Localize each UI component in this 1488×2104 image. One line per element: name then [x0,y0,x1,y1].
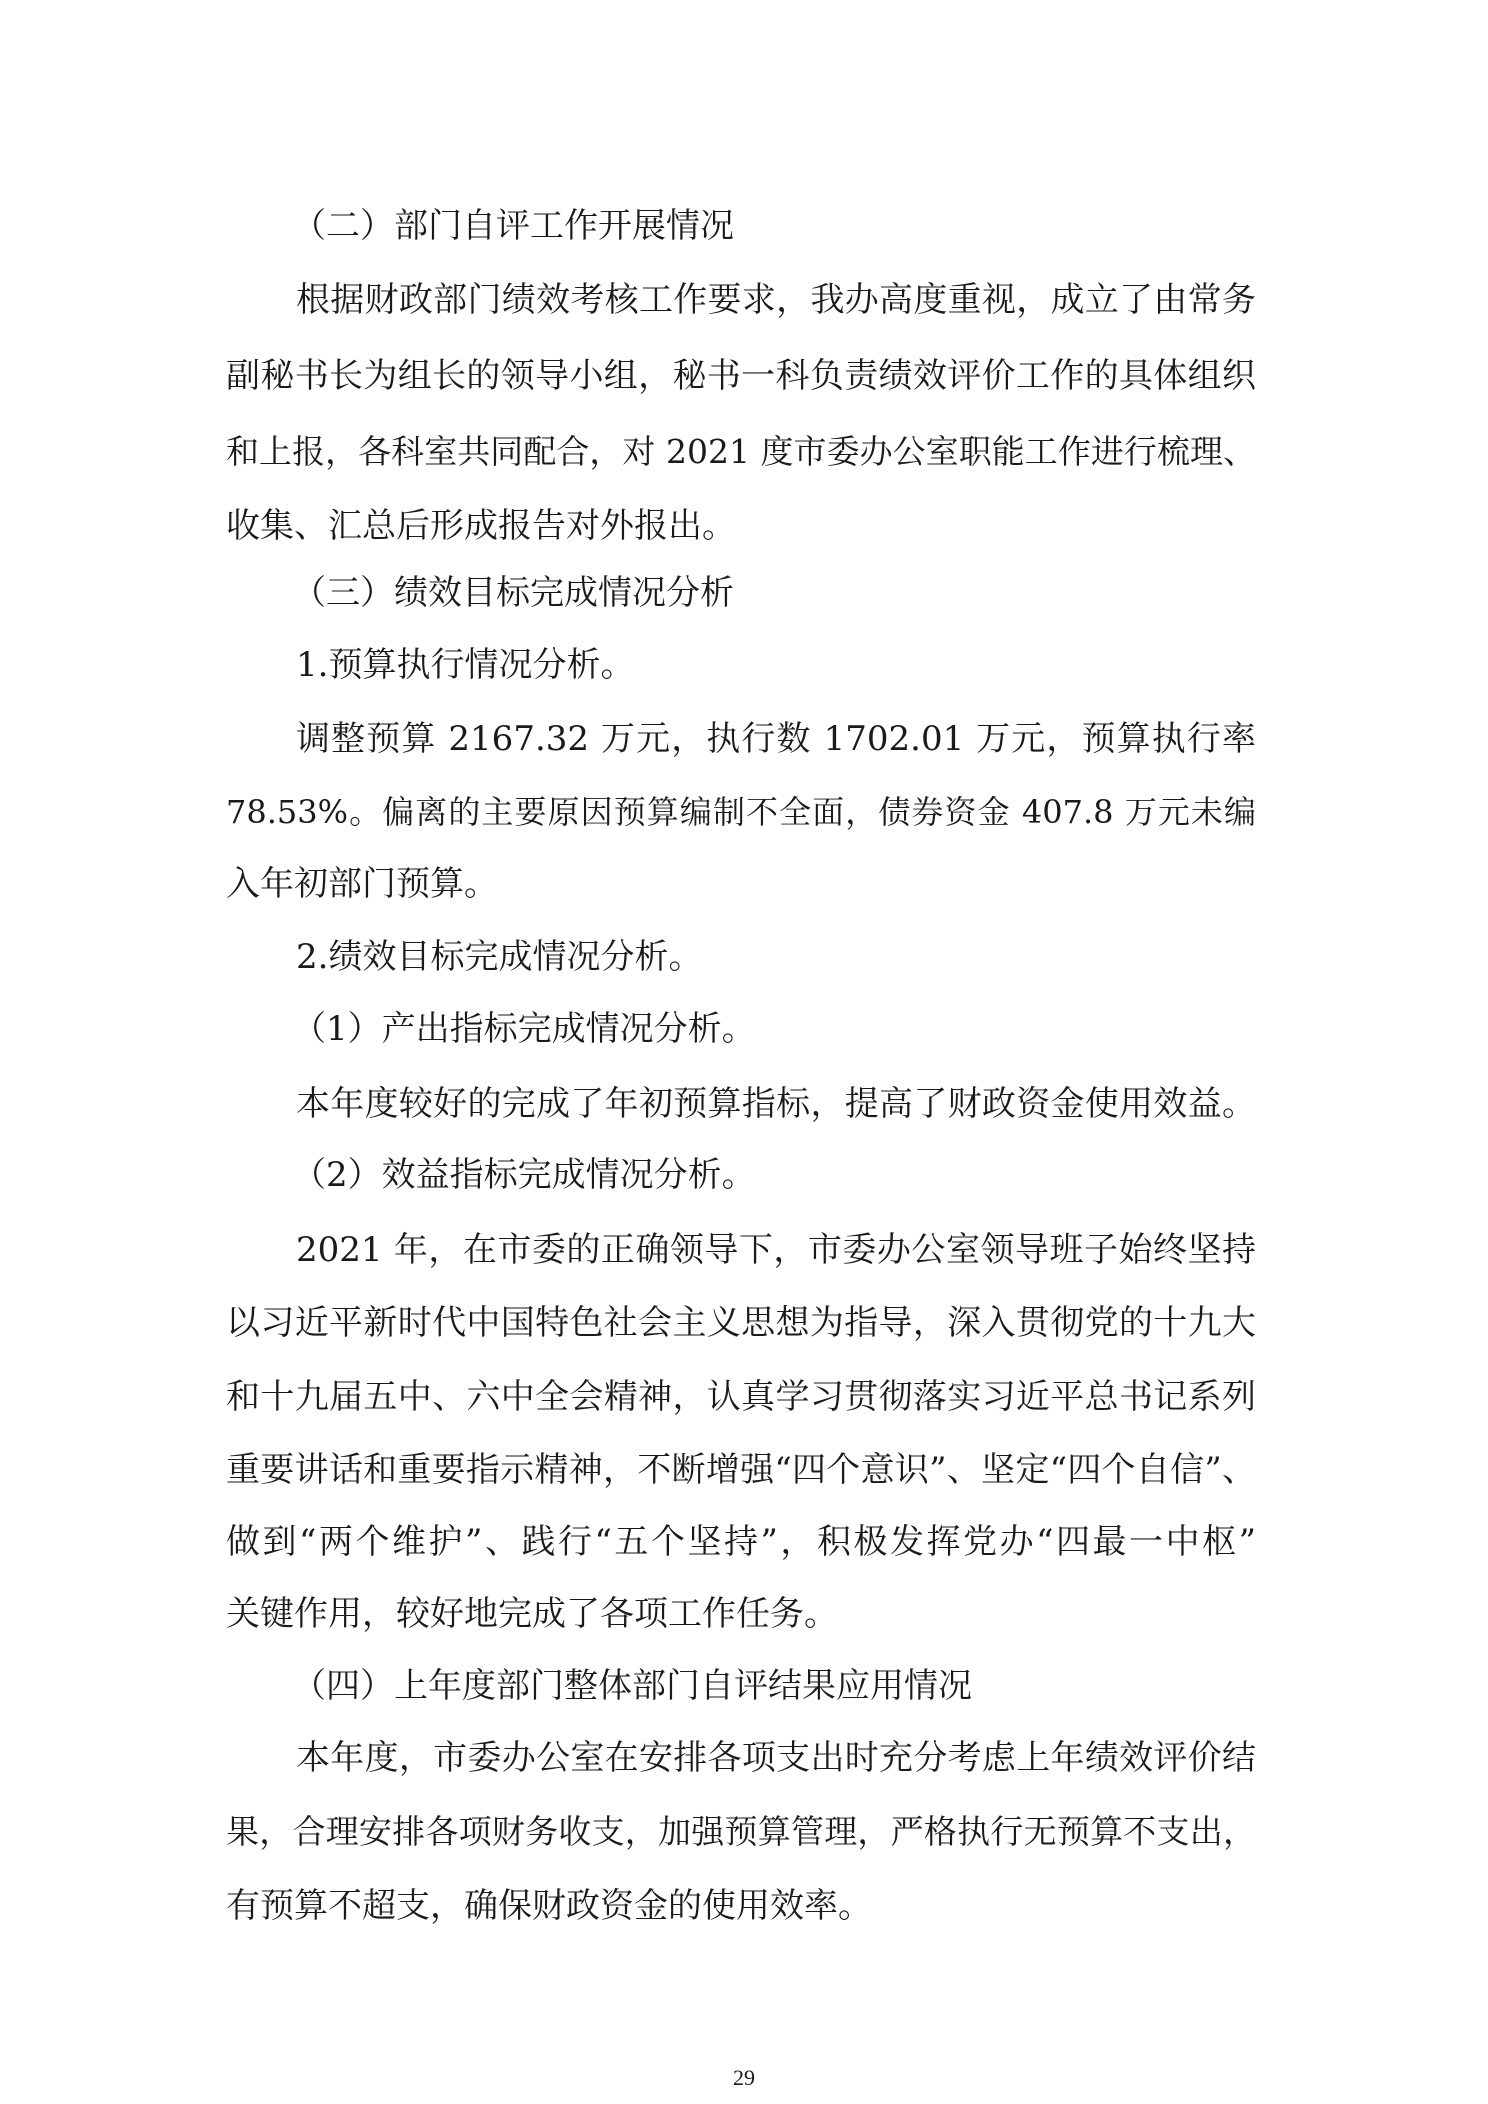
paragraph-line: 做到“两个维护”、践行“五个坚持”，积极发挥党办“四最一中枢” [226,1522,1256,1562]
paragraph-line: 入年初部门预算。 [226,864,498,904]
paragraph-line: 2021 年，在市委的正确领导下，市委办公室领导班子始终坚持 [296,1230,1256,1270]
paragraph-line: 以习近平新时代中国特色社会主义思想为指导，深入贯彻党的十九大 [226,1303,1256,1343]
item-heading-2: （2）效益指标完成情况分析。 [292,1155,756,1195]
paragraph-line: 本年度，市委办公室在安排各项支出时充分考虑上年绩效评价结 [296,1738,1256,1778]
paragraph-line: 有预算不超支，确保财政资金的使用效率。 [226,1886,872,1926]
paragraph-line: 本年度较好的完成了年初预算指标，提高了财政资金使用效益。 [296,1084,1256,1124]
paragraph-line: 果，合理安排各项财务收支，加强预算管理，严格执行无预算不支出， [226,1812,1256,1851]
paragraph-line: 副秘书长为组长的领导小组，秘书一科负责绩效评价工作的具体组织 [226,356,1256,396]
item-heading-1: （1）产出指标完成情况分析。 [292,1009,756,1049]
paragraph-line: 和上报，各科室共同配合，对 2021 度市委办公室职能工作进行梳理、 [226,432,1256,471]
paragraph-line: 调整预算 2167.32 万元，执行数 1702.01 万元，预算执行率 [296,719,1256,759]
paragraph-line: 根据财政部门绩效考核工作要求，我办高度重视，成立了由常务 [296,280,1256,320]
subsection-heading-2: 2.绩效目标完成情况分析。 [296,937,703,977]
paragraph-line: 78.53%。偏离的主要原因预算编制不全面，债券资金 407.8 万元未编 [226,793,1256,831]
section-heading-3: （三）绩效目标完成情况分析 [292,573,734,613]
page-number: 29 [733,2065,755,2090]
section-heading-2: （二）部门自评工作开展情况 [292,206,734,246]
subsection-heading-1: 1.预算执行情况分析。 [296,645,635,685]
paragraph-line: 关键作用，较好地完成了各项工作任务。 [226,1594,838,1634]
paragraph-line: 和十九届五中、六中全会精神，认真学习贯彻落实习近平总书记系列 [226,1377,1256,1417]
section-heading-4: （四）上年度部门整体部门自评结果应用情况 [292,1666,972,1706]
paragraph-line: 重要讲话和重要指示精神，不断增强“四个意识”、坚定“四个自信”、 [226,1450,1256,1490]
paragraph-line: 收集、汇总后形成报告对外报出。 [226,506,736,546]
